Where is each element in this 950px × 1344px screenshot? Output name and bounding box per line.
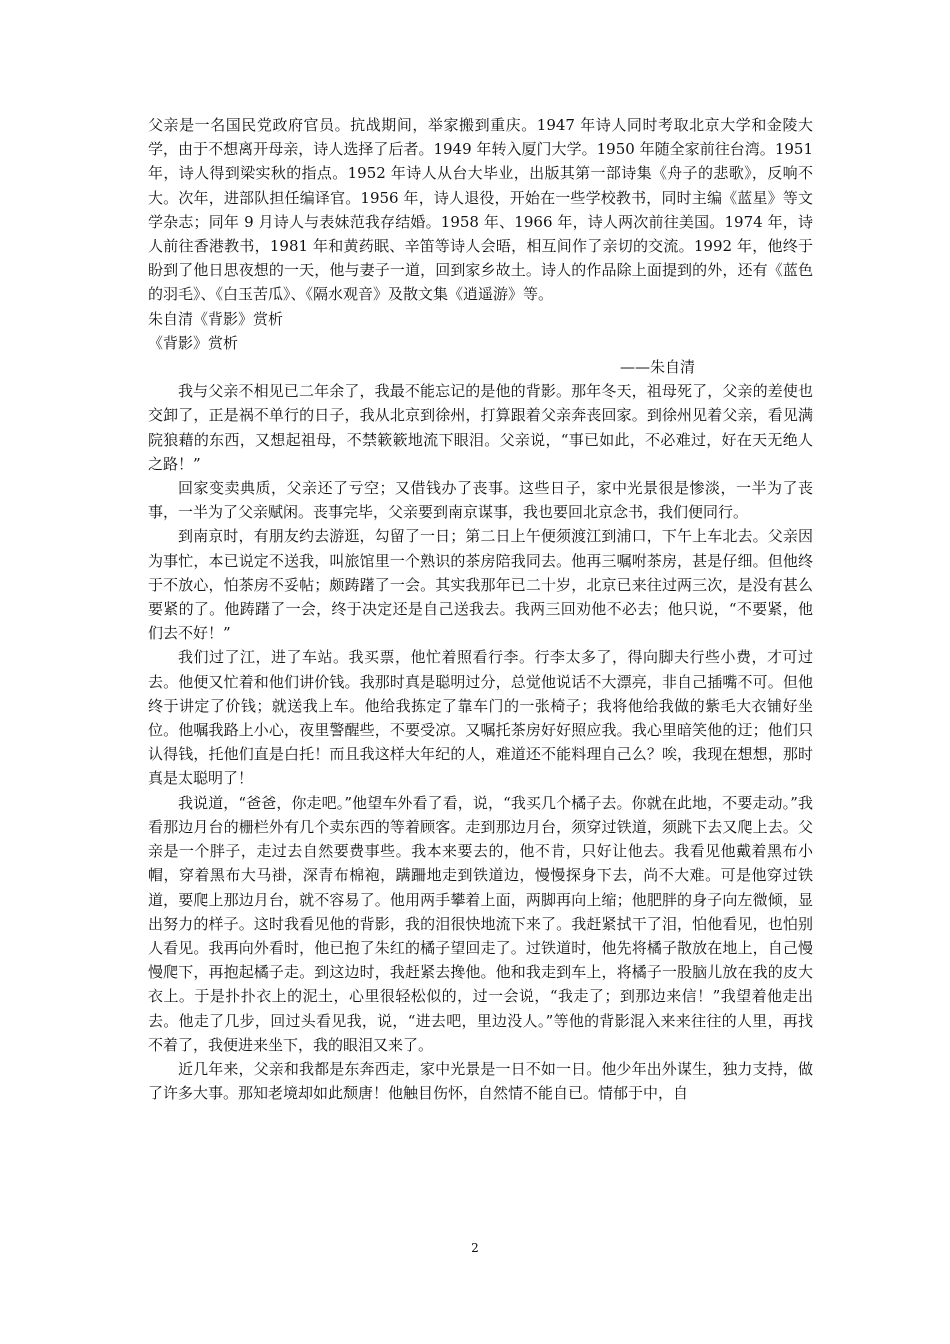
essay-paragraph-6: 近几年来，父亲和我都是东奔西走，家中光景是一日不如一日。他少年出外谋生，独力支持，做了许多大事。那知老境却如此颓唐！他触目伤怀，自然情不能自已。情郁于中，自 xyxy=(148,1059,813,1103)
essay-paragraph-1: 我与父亲不相见已二年余了，我最不能忘记的是他的背影。那年冬天，祖母死了，父亲的差使也交卸了，正是祸不单行的日子，我从北京到徐州，打算跟着父亲奔丧回家。到徐州见着父亲，看见满院狼藉的东西，又想起祖母，不禁簌簌地流下眼泪。父亲说，“事已如此，不必难过，好在天无绝人之路！” xyxy=(148,382,813,473)
page-number: 2 xyxy=(471,1241,479,1255)
essay-paragraph-5: 我说道，“爸爸，你走吧。”他望车外看了看，说，“我买几个橘子去。你就在此地，不要走动。”我看那边月台的栅栏外有几个卖东西的等着顾客。走到那边月台，须穿过铁道，须跳下去又爬上去。父亲是一个胖子，走过去自然要费事些。我本来要去的，他不肯，只好让他去。我看见他戴着黑布小帽，穿着黑布大马褂，深青布棉袍，蹒跚地走到铁道边，慢慢探身下去，尚不大难。可是他穿过铁道，要爬上那边月台，就不容易了。他用两手攀着上面，两脚再向上缩；他肥胖的身子向左微倾，显出努力的样子。这时我看见他的背影，我的泪很快地流下来了。我赶紧拭干了泪，怕他看见，也怕别人看见。我再向外看时，他已抱了朱红的橘子望回走了。过铁道时，他先将橘子散放在地上，自己慢慢爬下，再抱起橘子走。到这边时，我赶紧去搀他。他和我走到车上，将橘子一股脑儿放在我的皮大衣上。于是扑扑衣上的泥土，心里很轻松似的，过一会说，“我走了；到那边来信！”我望着他走出去。他走了几步，回过头看见我，说，“进去吧，里边没人。”等他的背影混入来来往往的人里，再找不着了，我便进来坐下，我的眼泪又来了。 xyxy=(148,793,813,1054)
biography-paragraph: 父亲是一名国民党政府官员。抗战期间，举家搬到重庆。1947 年诗人同时考取北京大学和金陵大学，由于不想离开母亲，诗人选择了后者。1949 年转入厦门大学。1950 年随全家前往台湾。1951 年，诗人得到梁实秋的指点。1952 年诗人从台大毕业，出版其第一部诗集《舟子的悲歌》，反响不大。次年，进部队担任编译官。1956 年，诗人退役，开始在一些学校教书，同时主编《蓝星》等文学杂志；同年 9 月诗人与表妹范我存结婚。1958 年、1966 年，诗人两次前往美国。1974 年，诗人前往香港教书，1981 年和黄药眠、辛笛等诗人会晤，相互间作了亲切的交流。1992 年，他终于盼到了他日思夜想的一天，他与妻子一道，回到家乡故土。诗人的作品除上面提到的外，还有《蓝色的羽毛》、《白玉苦瓜》、《隔水观音》及散文集《逍遥游》等。 xyxy=(148,116,813,304)
document-body xyxy=(148,113,813,1105)
essay-paragraph-4: 我们过了江，进了车站。我买票，他忙着照看行李。行李太多了，得向脚夫行些小费，才可过去。他便又忙着和他们讲价钱。我那时真是聪明过分，总觉他说话不大漂亮，非自己插嘴不可。但他终于讲定了价钱；就送我上车。他给我拣定了靠车门的一张椅子；我将他给我做的紫毛大衣铺好坐位。他嘱我路上小心，夜里警醒些，不要受凉。又嘱托茶房好好照应我。我心里暗笑他的迂；他们只认得钱，托他们直是白托！而且我这样大年纪的人，难道还不能料理自己么？唉，我现在想想，那时真是太聪明了！ xyxy=(148,648,813,788)
essay-paragraph-2: 回家变卖典质，父亲还了亏空；又借钱办了丧事。这些日子，家中光景很是惨淡，一半为了丧事，一半为了父亲赋闲。丧事完毕，父亲要到南京谋事，我也要回北京念书，我们便同行。 xyxy=(148,479,813,522)
essay-title: 《背影》赏析 xyxy=(148,333,239,352)
essay-paragraph-3: 到南京时，有朋友约去游逛，勾留了一日；第二日上午便须渡江到浦口，下午上车北去。父亲因为事忙，本已说定不送我，叫旅馆里一个熟识的茶房陪我同去。他再三嘱咐茶房，甚是仔细。但他终于不放心，怕茶房不妥帖；颇踌躇了一会。其实我那年已二十岁，北京已来往过两三次，是没有甚么要紧的了。他踌躇了一会，终于决定还是自己送我去。我两三回劝他不必去；他只说，“不要紧，他们去不好！” xyxy=(148,527,813,643)
essay-author: ——朱自清 xyxy=(619,358,695,377)
section-heading: 朱自清《背影》赏析 xyxy=(148,309,284,328)
